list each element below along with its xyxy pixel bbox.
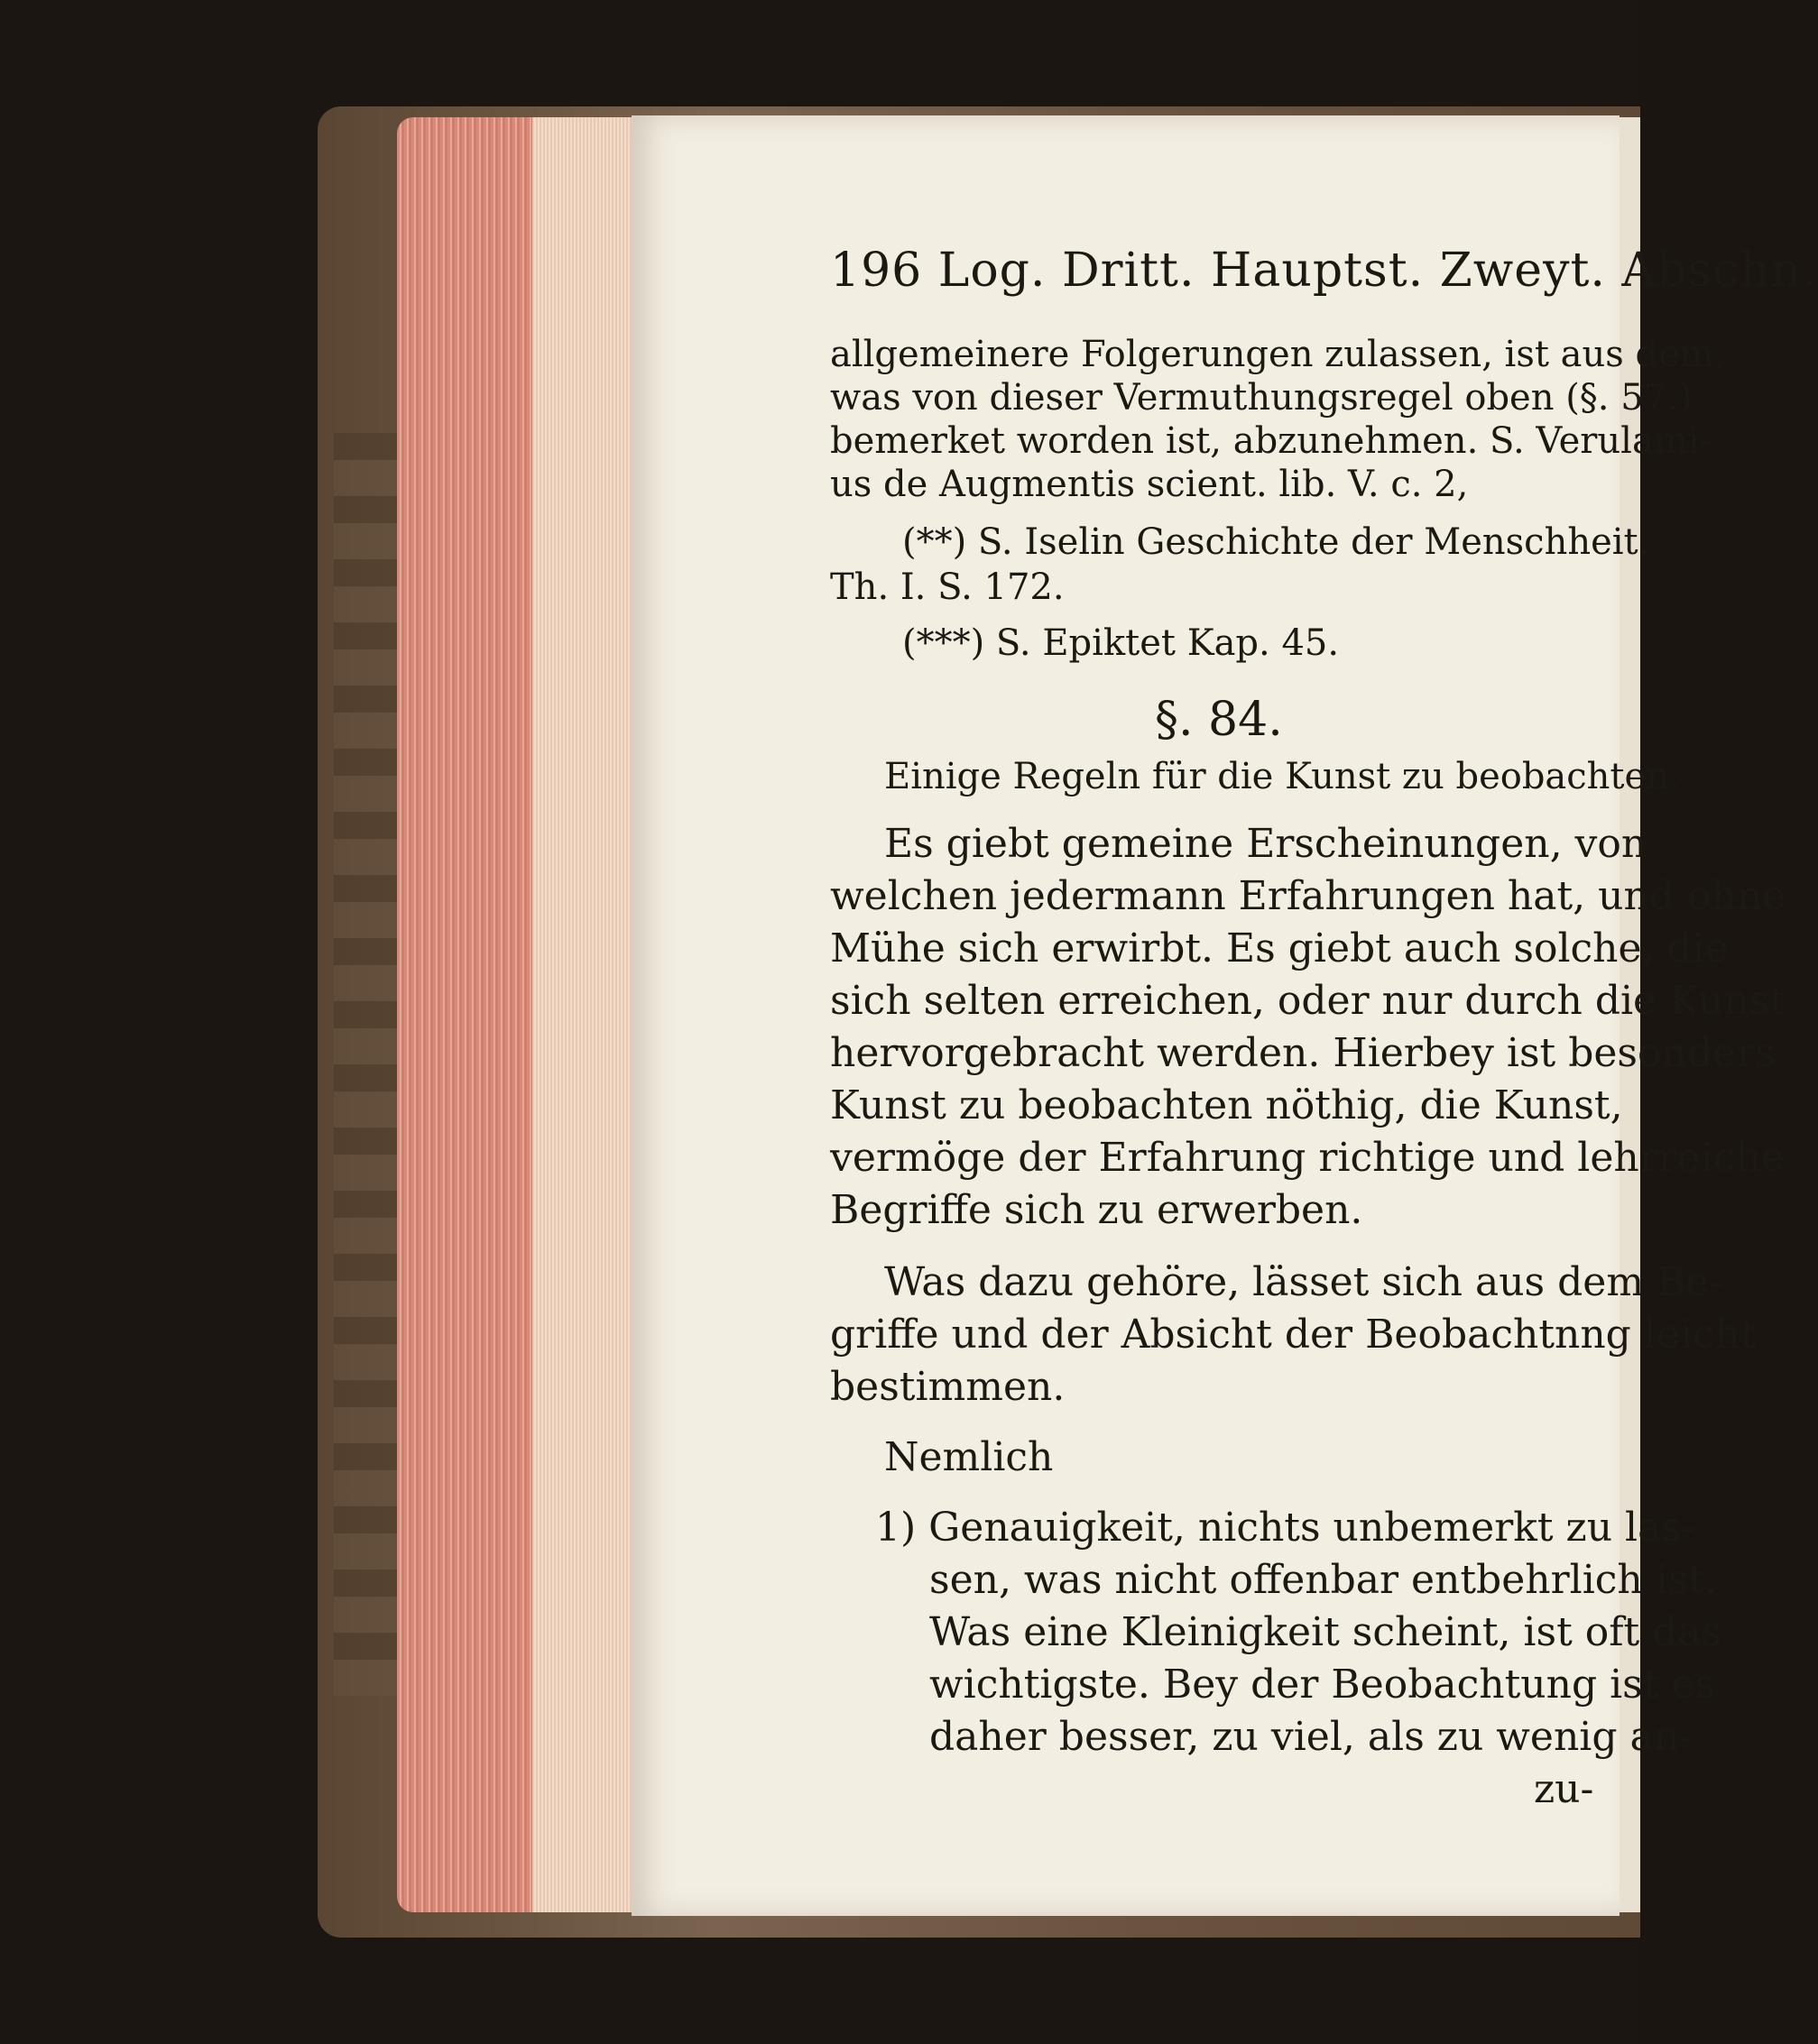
list-item-line: sen, was nicht offenbar entbehrlich ist.: [929, 1557, 1718, 1603]
footnote-line: allgemeinere Folgerungen zulassen, ist aus dem,: [830, 334, 1726, 375]
section-subtitle: Einige Regeln für die Kunst zu beobachten.: [884, 756, 1681, 797]
body-line: griffe und der Absicht der Beobachtnng leicht: [830, 1312, 1757, 1358]
footnote-line: was von dieser Vermuthungsregel oben (§. 57.): [830, 377, 1693, 419]
body-line: sich selten erreichen, oder nur durch die Kunst: [830, 978, 1786, 1024]
page-edges-light: [532, 117, 632, 1912]
body-line: welchen jedermann Erfahrungen hat, und ohne: [830, 873, 1786, 919]
list-item-line: Was eine Kleinigkeit scheint, ist oft das: [929, 1609, 1722, 1655]
body-line: hervorgebracht werden. Hierbey ist besonders: [830, 1030, 1776, 1076]
body-line: Es giebt gemeine Erscheinungen, von: [884, 821, 1647, 867]
catchword: zu-: [1534, 1766, 1594, 1812]
body-line: vermöge der Erfahrung richtige und lehrreiche: [830, 1135, 1785, 1181]
footnote-line: Th. I. S. 172.: [830, 566, 1065, 608]
footnote-line: (**) S. Iselin Geschichte der Menschheit.: [902, 521, 1650, 563]
body-line: bestimmen.: [830, 1364, 1066, 1410]
footnote-line: us de Augmentis scient. lib. V. c. 2,: [830, 464, 1469, 505]
footnote-line: bemerket worden ist, abzunehmen. S. Verulami-: [830, 420, 1712, 462]
body-line: Mühe sich erwirbt. Es giebt auch solche, die: [830, 925, 1729, 971]
body-line: Kunst zu beobachten nöthig, die Kunst,: [830, 1082, 1623, 1128]
list-item-line: daher besser, zu viel, als zu wenig an-: [929, 1714, 1693, 1760]
list-item-line: wichtigste. Bey der Beobachtung ist es: [929, 1662, 1716, 1708]
section-number: §. 84.: [1155, 693, 1283, 747]
footnote-line: (***) S. Epiktet Kap. 45.: [902, 622, 1340, 664]
book-page: [632, 115, 1818, 1916]
body-line: Was dazu gehöre, lässet sich aus dem Be-: [884, 1259, 1723, 1305]
running-header: 196 Log. Dritt. Hauptst. Zweyt. Abschn.: [830, 244, 1818, 298]
body-line: Nemlich: [884, 1434, 1054, 1480]
body-line: Begriffe sich zu erwerben.: [830, 1187, 1363, 1233]
list-item-line: 1) Genauigkeit, nichts unbemerkt zu las-: [875, 1505, 1695, 1551]
cover-texture: [334, 433, 397, 1696]
